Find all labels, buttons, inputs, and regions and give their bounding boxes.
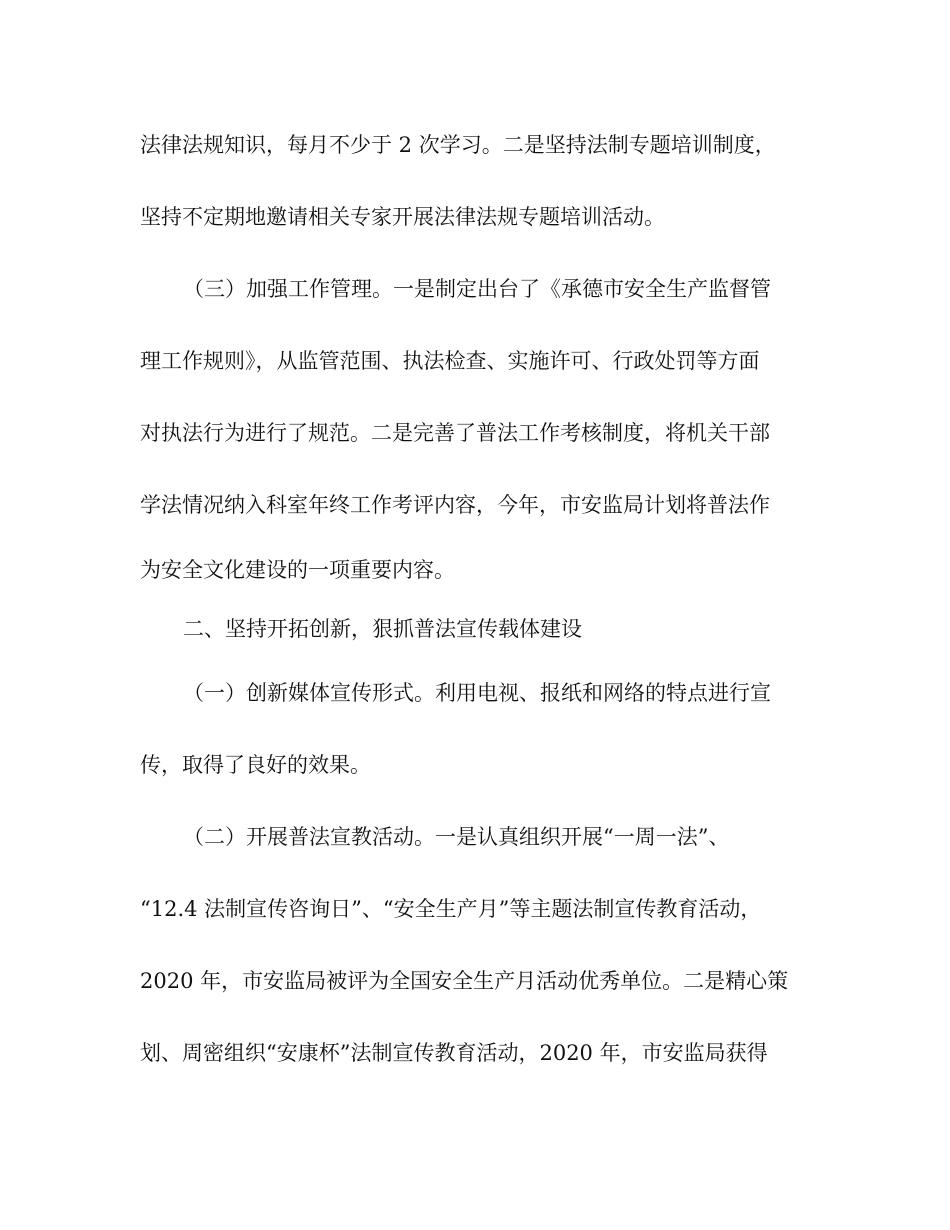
text-line: （三）加强工作管理。一是制定出台了《承德市安全生产监督管 bbox=[183, 277, 771, 301]
text-line: 为安全文化建设的一项重要内容。 bbox=[140, 558, 455, 582]
text-line: “12.4 法制宣传咨询日”、“安全生产月”等主题法制宣传教育活动， bbox=[140, 897, 762, 921]
section-heading: 二、坚持开拓创新，狠抓普法宣传载体建设 bbox=[183, 617, 582, 641]
text-line: （一）创新媒体宣传形式。利用电视、报纸和网络的特点进行宣 bbox=[183, 681, 771, 705]
text-line: 法律法规知识，每月不少于 2 次学习。二是坚持法制专题培训制度， bbox=[140, 133, 776, 157]
text-line: 坚持不定期地邀请相关专家开展法律法规专题培训活动。 bbox=[140, 205, 665, 229]
text-line: 传，取得了良好的效果。 bbox=[140, 753, 371, 777]
text-line: 划、周密组织“安康杯”法制宣传教育活动，2020 年，市安监局获得 bbox=[140, 1041, 768, 1065]
text-line: （二）开展普法宣教活动。一是认真组织开展“一周一法”、 bbox=[183, 825, 730, 849]
text-line: 对执法行为进行了规范。二是完善了普法工作考核制度，将机关干部 bbox=[140, 421, 770, 445]
text-line: 学法情况纳入科室年终工作考评内容，今年，市安监局计划将普法作 bbox=[140, 493, 770, 517]
text-line: 理工作规则》，从监管范围、执法检查、实施许可、行政处罚等方面 bbox=[140, 349, 760, 373]
text-line: 2020 年，市安监局被评为全国安全生产月活动优秀单位。二是精心策 bbox=[140, 969, 789, 993]
